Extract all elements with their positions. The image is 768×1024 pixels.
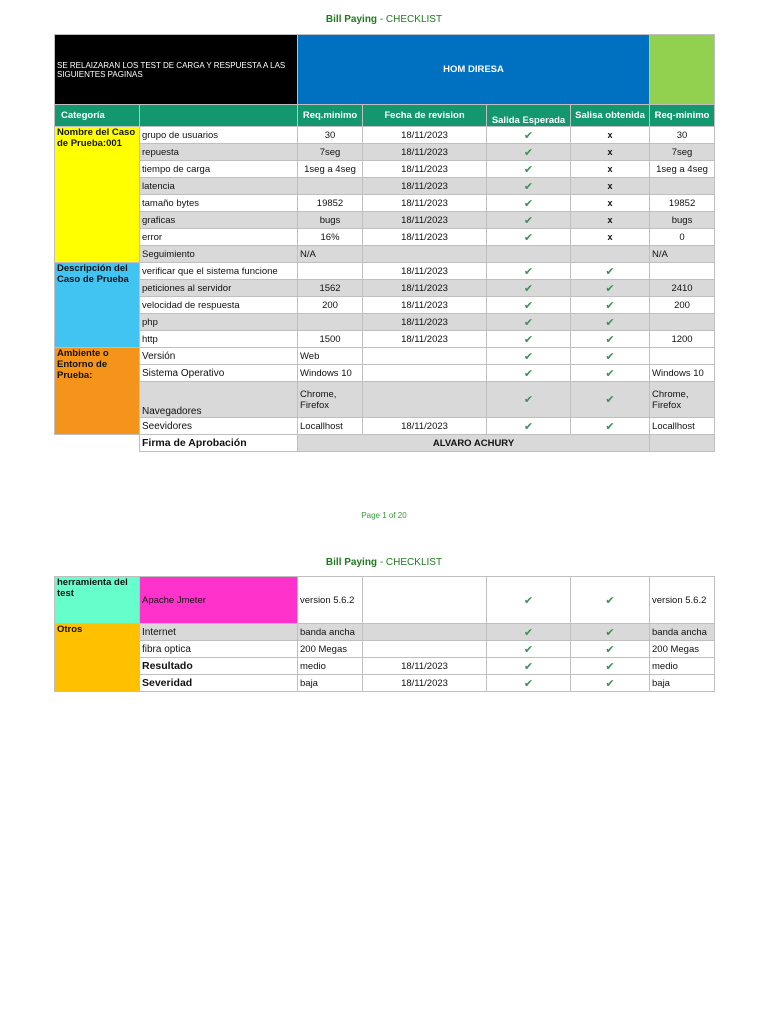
- row-item: Versión: [140, 348, 298, 365]
- check-icon: ✔: [571, 314, 650, 331]
- table-row: [55, 348, 715, 365]
- check-icon: ✔: [487, 144, 571, 161]
- row-item: Seguimiento: [140, 246, 298, 263]
- row-fecha: [363, 348, 487, 365]
- table-row: [55, 658, 715, 675]
- check-icon: ✔: [487, 331, 571, 348]
- row-req-2: 200: [650, 297, 715, 314]
- row-fecha: 18/11/2023: [363, 314, 487, 331]
- check-icon: ✔: [571, 263, 650, 280]
- category-otros: Otros: [55, 624, 140, 692]
- row-item: tiempo de carga: [140, 161, 298, 178]
- category-herramienta: herramienta del test: [55, 577, 140, 624]
- check-icon: ✔: [487, 365, 571, 382]
- row-item: latencia: [140, 178, 298, 195]
- row-req-2: 200 Megas: [650, 641, 715, 658]
- cross-icon: x: [571, 127, 650, 144]
- banner-black: SE RELAIZARAN LOS TEST DE CARGA Y RESPUESTA A LAS SIGUIENTES PAGINAS: [55, 35, 298, 105]
- row-fecha: 18/11/2023: [363, 212, 487, 229]
- check-icon: ✔: [571, 624, 650, 641]
- title-bold: Bill Paying: [325, 14, 378, 25]
- row-req: 1500: [298, 331, 363, 348]
- firma-extra: [650, 435, 715, 452]
- check-icon: ✔: [487, 675, 571, 692]
- row-req: baja: [298, 675, 363, 692]
- table-row: [55, 641, 715, 658]
- row-item: grupo de usuarios: [140, 127, 298, 144]
- row-req-2: [650, 348, 715, 365]
- firma-spacer: [55, 435, 140, 452]
- category-ambiente: Ambiente o Entorno de Prueba:: [55, 348, 140, 435]
- row-req: Locallhost: [298, 418, 363, 435]
- firma-row: [55, 435, 715, 452]
- row-req-2: 7seg: [650, 144, 715, 161]
- check-icon: ✔: [487, 314, 571, 331]
- row-req: 7seg: [298, 144, 363, 161]
- row-fecha: 18/11/2023: [363, 675, 487, 692]
- table-row: [55, 280, 715, 297]
- check-icon: ✔: [487, 229, 571, 246]
- row-fecha: 18/11/2023: [363, 229, 487, 246]
- row-req: 1562: [298, 280, 363, 297]
- check-icon: ✔: [571, 280, 650, 297]
- row-item: repuesta: [140, 144, 298, 161]
- row-fecha: 18/11/2023: [363, 263, 487, 280]
- row-req-2: Chrome, Firefox: [650, 382, 715, 418]
- checklist-table-page-2: [54, 576, 715, 692]
- table-row: [55, 382, 715, 418]
- row-req: [298, 178, 363, 195]
- header-row: [55, 105, 715, 127]
- table-row: [55, 624, 715, 641]
- row-fecha: [363, 382, 487, 418]
- table-row: [55, 314, 715, 331]
- check-icon: ✔: [571, 658, 650, 675]
- row-req-2: banda ancha: [650, 624, 715, 641]
- table-row: [55, 178, 715, 195]
- check-icon: ✔: [571, 418, 650, 435]
- row-req: banda ancha: [298, 624, 363, 641]
- check-icon: ✔: [571, 641, 650, 658]
- row-fecha: 18/11/2023: [363, 418, 487, 435]
- row-req: 200: [298, 297, 363, 314]
- row-item: error: [140, 229, 298, 246]
- page-2-title: [0, 557, 768, 568]
- row-req-2: [650, 178, 715, 195]
- row-fecha: [363, 246, 487, 263]
- title-rest: - CHECKLIST: [377, 14, 443, 25]
- tool-req-2: version 5.6.2: [650, 577, 715, 624]
- cross-icon: x: [571, 161, 650, 178]
- row-item: Navegadores: [140, 382, 298, 418]
- category-nombre: Nombre del Caso de Prueba:001: [55, 127, 140, 263]
- row-req-2: 30: [650, 127, 715, 144]
- row-req-2: N/A: [650, 246, 715, 263]
- row-req: Chrome, Firefox: [298, 382, 363, 418]
- cross-icon: x: [571, 229, 650, 246]
- row-fecha: 18/11/2023: [363, 280, 487, 297]
- row-fecha: [363, 641, 487, 658]
- tool-name: Apache Jmeter: [140, 577, 298, 624]
- title-rest: - CHECKLIST: [377, 557, 443, 568]
- row-req: [298, 263, 363, 280]
- row-item: peticiones al servidor: [140, 280, 298, 297]
- row-fecha: 18/11/2023: [363, 178, 487, 195]
- row-req: 19852: [298, 195, 363, 212]
- table-row: [55, 331, 715, 348]
- check-icon: ✔: [571, 348, 650, 365]
- banner-blue: HOM DIRESA: [298, 35, 650, 105]
- table-row: [55, 212, 715, 229]
- row-req-2: medio: [650, 658, 715, 675]
- table-row: [55, 229, 715, 246]
- check-icon: ✔: [487, 382, 571, 418]
- firma-value: ALVARO ACHURY: [298, 435, 650, 452]
- row-req-2: baja: [650, 675, 715, 692]
- row-req-2: 19852: [650, 195, 715, 212]
- row-req: Web: [298, 348, 363, 365]
- category-descripcion: Descripción del Caso de Prueba: [55, 263, 140, 348]
- row-req-2: Locallhost: [650, 418, 715, 435]
- row-fecha: 18/11/2023: [363, 127, 487, 144]
- row-fecha: 18/11/2023: [363, 658, 487, 675]
- row-req: 200 Megas: [298, 641, 363, 658]
- row-obtenida: [571, 246, 650, 263]
- row-req: [298, 314, 363, 331]
- table-row: [55, 263, 715, 280]
- cross-icon: x: [571, 195, 650, 212]
- table-row: [55, 246, 715, 263]
- check-icon: ✔: [571, 577, 650, 624]
- row-item: Resultado: [140, 658, 298, 675]
- row-esperada: [487, 246, 571, 263]
- check-icon: ✔: [571, 331, 650, 348]
- check-icon: ✔: [571, 365, 650, 382]
- row-fecha: 18/11/2023: [363, 297, 487, 314]
- row-fecha: 18/11/2023: [363, 195, 487, 212]
- row-req-2: [650, 263, 715, 280]
- check-icon: ✔: [487, 658, 571, 675]
- row-req: 1seg a 4seg: [298, 161, 363, 178]
- row-fecha: 18/11/2023: [363, 144, 487, 161]
- check-icon: ✔: [487, 624, 571, 641]
- table-row: [55, 365, 715, 382]
- row-item: Severidad: [140, 675, 298, 692]
- check-icon: ✔: [487, 641, 571, 658]
- banner-row: [55, 35, 715, 105]
- check-icon: ✔: [487, 280, 571, 297]
- check-icon: ✔: [487, 212, 571, 229]
- row-req: medio: [298, 658, 363, 675]
- check-icon: ✔: [571, 382, 650, 418]
- firma-label: Firma de Aprobación: [140, 435, 298, 452]
- check-icon: ✔: [487, 127, 571, 144]
- row-fecha: 18/11/2023: [363, 331, 487, 348]
- check-icon: ✔: [487, 178, 571, 195]
- row-req-2: 1seg a 4seg: [650, 161, 715, 178]
- cross-icon: x: [571, 144, 650, 161]
- row-req-2: 1200: [650, 331, 715, 348]
- row-item: Seevidores: [140, 418, 298, 435]
- cross-icon: x: [571, 178, 650, 195]
- row-req-2: 0: [650, 229, 715, 246]
- check-icon: ✔: [487, 297, 571, 314]
- table-row: [55, 127, 715, 144]
- header-categoria: Categoría: [55, 105, 140, 127]
- check-icon: ✔: [571, 297, 650, 314]
- row-item: verificar que el sistema funcione: [140, 263, 298, 280]
- tool-fecha: [363, 577, 487, 624]
- check-icon: ✔: [571, 675, 650, 692]
- header-req-minimo-2: Req-minimo: [650, 105, 715, 127]
- check-icon: ✔: [487, 263, 571, 280]
- header-fecha: Fecha de revision: [363, 105, 487, 127]
- header-req-minimo: Req.minimo: [298, 105, 363, 127]
- row-req: bugs: [298, 212, 363, 229]
- row-req-2: 2410: [650, 280, 715, 297]
- table-row: [55, 144, 715, 161]
- check-icon: ✔: [487, 348, 571, 365]
- header-salida-esperada: Salida Esperada: [487, 105, 571, 127]
- row-req: Windows 10: [298, 365, 363, 382]
- check-icon: ✔: [487, 577, 571, 624]
- check-icon: ✔: [487, 195, 571, 212]
- row-req-2: bugs: [650, 212, 715, 229]
- checklist-table-page-1: [54, 34, 715, 452]
- tool-req: version 5.6.2: [298, 577, 363, 624]
- row-fecha: 18/11/2023: [363, 161, 487, 178]
- header-salida-obtenida: Salisa obtenida: [571, 105, 650, 127]
- row-req: N/A: [298, 246, 363, 263]
- page-1-title: [0, 14, 768, 25]
- table-row: [55, 418, 715, 435]
- header-item: [140, 105, 298, 127]
- table-row: [55, 675, 715, 692]
- title-bold: Bill Paying: [325, 557, 378, 568]
- banner-green: [650, 35, 715, 105]
- row-req: 30: [298, 127, 363, 144]
- page-footer: Page 1 of 20: [361, 511, 407, 520]
- row-item: Sistema Operativo: [140, 365, 298, 382]
- row-fecha: [363, 365, 487, 382]
- table-row: [55, 195, 715, 212]
- row-item: tamaño bytes: [140, 195, 298, 212]
- row-fecha: [363, 624, 487, 641]
- row-item: php: [140, 314, 298, 331]
- table-row: [55, 161, 715, 178]
- row-req-2: Windows 10: [650, 365, 715, 382]
- row-item: Internet: [140, 624, 298, 641]
- row-item: velocidad de respuesta: [140, 297, 298, 314]
- row-item: fibra optica: [140, 641, 298, 658]
- row-item: http: [140, 331, 298, 348]
- table-row: [55, 297, 715, 314]
- check-icon: ✔: [487, 161, 571, 178]
- row-req-2: [650, 314, 715, 331]
- row-item: graficas: [140, 212, 298, 229]
- row-req: 16%: [298, 229, 363, 246]
- herramienta-row: [55, 577, 715, 624]
- check-icon: ✔: [487, 418, 571, 435]
- cross-icon: x: [571, 212, 650, 229]
